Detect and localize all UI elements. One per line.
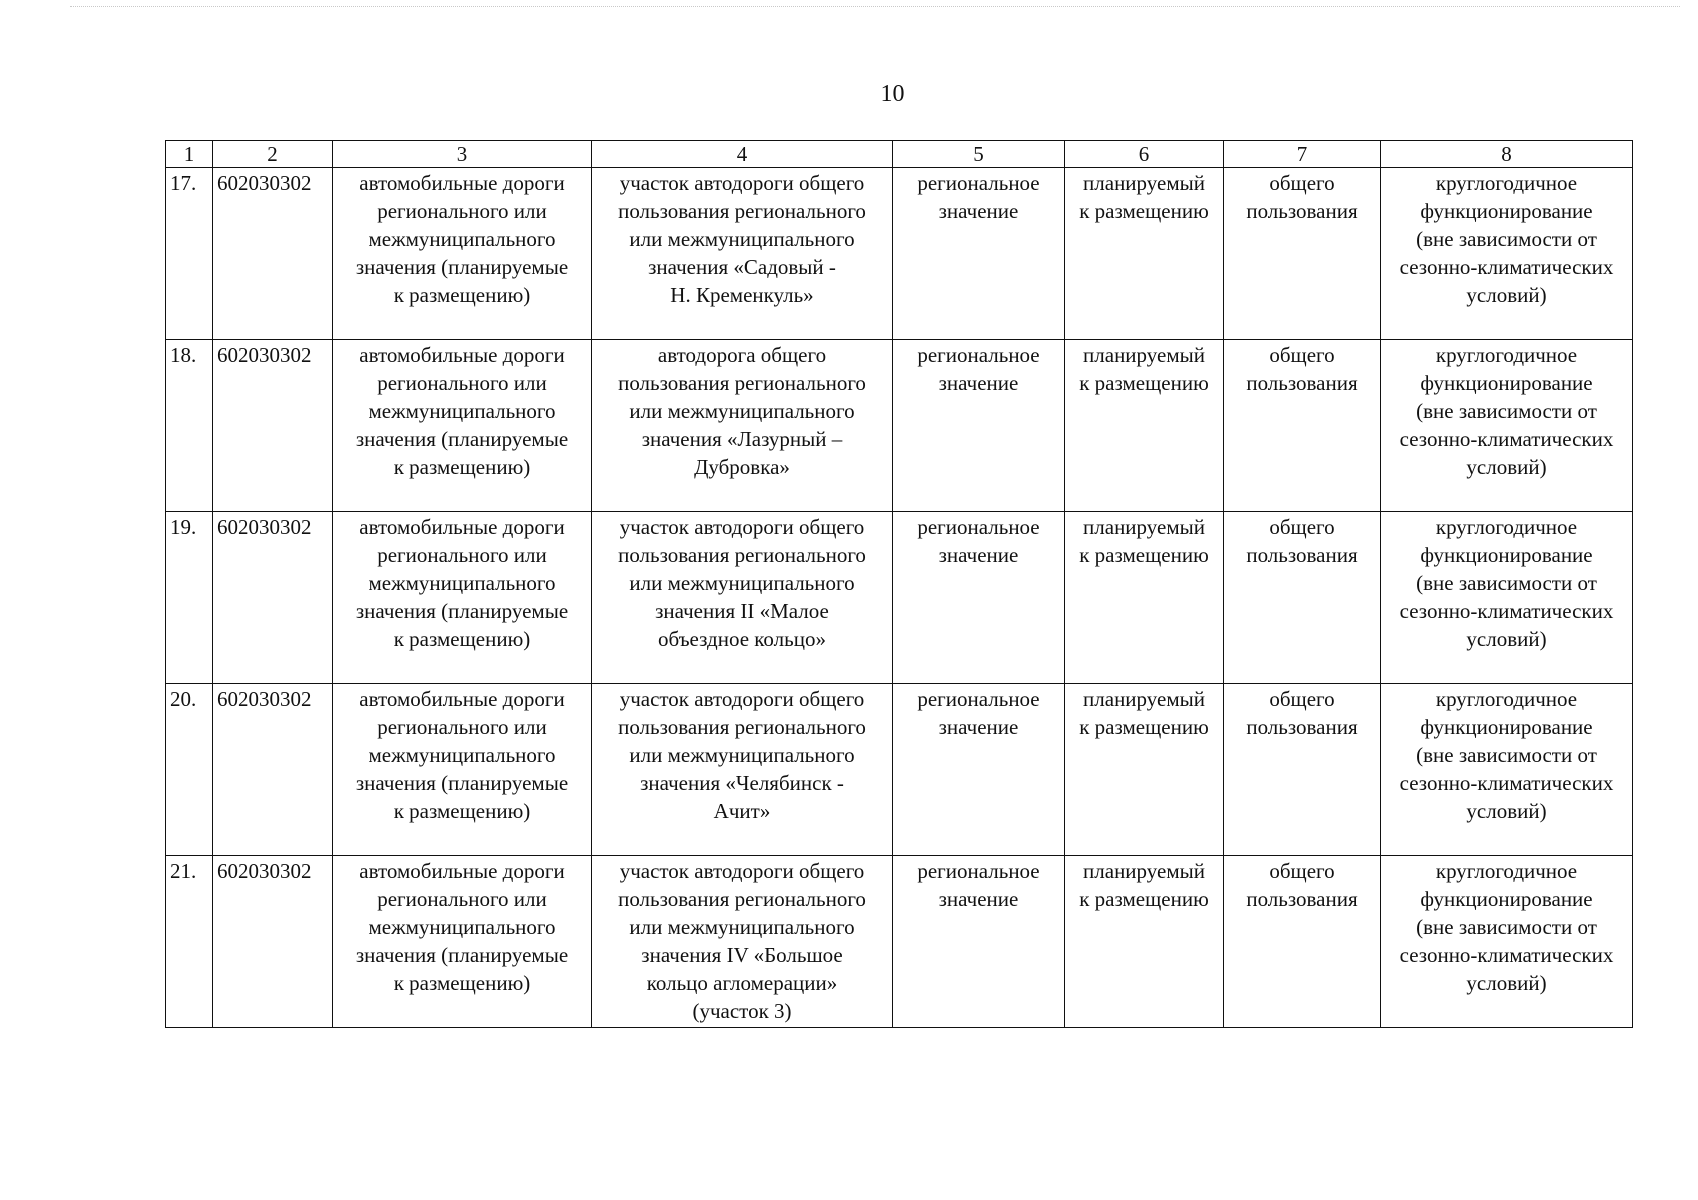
object-code: 602030302	[213, 168, 333, 340]
row-number: 18.	[166, 340, 213, 512]
row-number: 20.	[166, 684, 213, 856]
object-status: планируемый к размещению	[1065, 340, 1224, 512]
table-row	[166, 684, 1633, 856]
table-row	[166, 340, 1633, 512]
page-number: 10	[880, 81, 905, 107]
object-mode: круглогодичное функционирование (вне зависимости от сезонно-климатических условий)	[1381, 168, 1633, 340]
row-number: 19.	[166, 512, 213, 684]
object-mode: круглогодичное функционирование (вне зависимости от сезонно-климатических условий)	[1381, 856, 1633, 1028]
header-col-1: 1	[166, 141, 213, 168]
object-usage: общего пользования	[1224, 856, 1381, 1028]
page-top-edge	[70, 6, 1680, 7]
object-name: автодорога общего пользования регионального или межмуниципального значения «Лазурный – Дубровка»	[592, 340, 893, 512]
table-row	[166, 512, 1633, 684]
object-code: 602030302	[213, 340, 333, 512]
object-mode: круглогодичное функционирование (вне зависимости от сезонно-климатических условий)	[1381, 340, 1633, 512]
object-significance: региональное значение	[893, 856, 1065, 1028]
object-usage: общего пользования	[1224, 684, 1381, 856]
object-usage: общего пользования	[1224, 168, 1381, 340]
object-significance: региональное значение	[893, 684, 1065, 856]
object-significance: региональное значение	[893, 168, 1065, 340]
object-status: планируемый к размещению	[1065, 684, 1224, 856]
object-type: автомобильные дороги регионального или межмуниципального значения (планируемые к размещению)	[333, 512, 592, 684]
row-number: 21.	[166, 856, 213, 1028]
row-number: 17.	[166, 168, 213, 340]
object-type: автомобильные дороги регионального или межмуниципального значения (планируемые к размещению)	[333, 856, 592, 1028]
object-significance: региональное значение	[893, 512, 1065, 684]
object-name: участок автодороги общего пользования регионального или межмуниципального значения «Садовый - Н. Кременкуль»	[592, 168, 893, 340]
objects-table	[165, 140, 1633, 1028]
table-row	[166, 168, 1633, 340]
object-type: автомобильные дороги регионального или межмуниципального значения (планируемые к размещению)	[333, 340, 592, 512]
header-col-3: 3	[333, 141, 592, 168]
object-name: участок автодороги общего пользования регионального или межмуниципального значения II «Малое объездное кольцо»	[592, 512, 893, 684]
object-mode: круглогодичное функционирование (вне зависимости от сезонно-климатических условий)	[1381, 512, 1633, 684]
table-row	[166, 856, 1633, 1028]
object-status: планируемый к размещению	[1065, 512, 1224, 684]
object-usage: общего пользования	[1224, 512, 1381, 684]
object-name: участок автодороги общего пользования регионального или межмуниципального значения IV «Большое кольцо агломерации» (участок 3)	[592, 856, 893, 1028]
object-type: автомобильные дороги регионального или межмуниципального значения (планируемые к размещению)	[333, 168, 592, 340]
header-col-2: 2	[213, 141, 333, 168]
header-col-6: 6	[1065, 141, 1224, 168]
table-header-row	[166, 141, 1633, 168]
object-mode: круглогодичное функционирование (вне зависимости от сезонно-климатических условий)	[1381, 684, 1633, 856]
header-col-7: 7	[1224, 141, 1381, 168]
header-col-4: 4	[592, 141, 893, 168]
object-status: планируемый к размещению	[1065, 168, 1224, 340]
object-significance: региональное значение	[893, 340, 1065, 512]
object-status: планируемый к размещению	[1065, 856, 1224, 1028]
object-type: автомобильные дороги регионального или межмуниципального значения (планируемые к размещению)	[333, 684, 592, 856]
object-code: 602030302	[213, 684, 333, 856]
object-usage: общего пользования	[1224, 340, 1381, 512]
header-col-8: 8	[1381, 141, 1633, 168]
object-code: 602030302	[213, 512, 333, 684]
header-col-5: 5	[893, 141, 1065, 168]
object-name: участок автодороги общего пользования регионального или межмуниципального значения «Челябинск - Ачит»	[592, 684, 893, 856]
object-code: 602030302	[213, 856, 333, 1028]
